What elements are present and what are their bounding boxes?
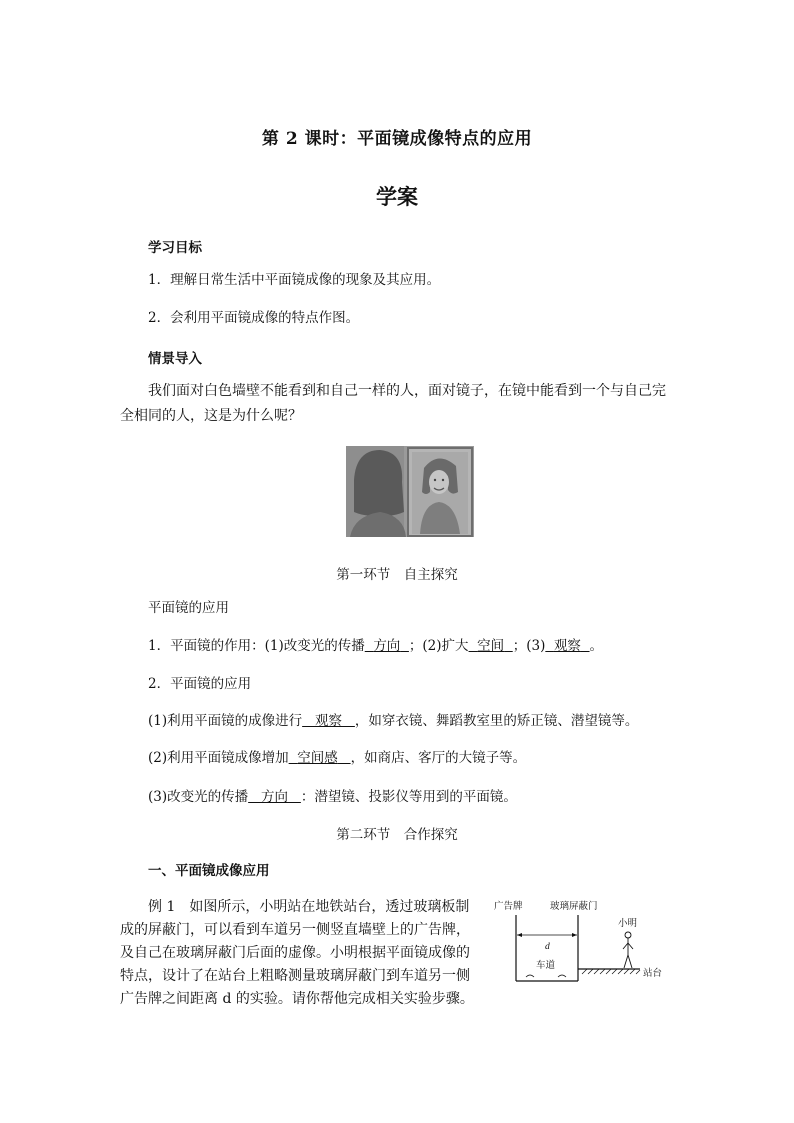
track-mark-left <box>526 975 534 977</box>
q1-mid-1: ；(2)扩大 <box>408 638 469 654</box>
label-screen-door: 玻璃屏蔽门 <box>550 902 598 912</box>
track-mark-right <box>558 975 566 977</box>
section1-heading: 平面镜的应用 <box>148 600 229 616</box>
label-track: 车道 <box>536 961 556 971</box>
person-figure <box>623 932 633 968</box>
mirror-girl-illustration <box>346 446 474 537</box>
q1-answer-2: 空间 <box>477 638 505 654</box>
q1-prefix: 1．平面镜的作用：(1)改变光的传播 <box>148 638 365 654</box>
subway-platform-diagram <box>490 897 668 987</box>
q1-suffix: 。 <box>589 638 604 654</box>
example-1-text: 例 1 如图所示，小明站在地铁站台，透过玻璃板制成的屏蔽门，可以看到车道另一侧竖直墙壁上的广告牌，及自己在玻璃屏蔽门后面的虚像。小明根据平面镜成像的特点，设计了在站台上粗略测量玻璃屏蔽门到车道另一侧广告牌之间距离 d 的实验。请你帮他完成相关实验步骤。 <box>120 899 474 1007</box>
q1-mid-2: ；(3) <box>512 638 546 654</box>
q1-line <box>148 636 603 656</box>
application-item-3: (3)改变光的传播 方向 ：潜望镜、投影仪等用到的平面镜。 <box>148 789 517 805</box>
label-xiaoming: 小明 <box>618 919 638 929</box>
section1-title: 第一环节 自主探究 <box>336 567 458 583</box>
intro-heading: 情景导入 <box>148 351 202 367</box>
application-item-1: (1)利用平面镜的成像进行 观察 ，如穿衣镜、舞蹈教室里的矫正镜、潜望镜等。 <box>148 713 639 729</box>
label-d: d <box>545 942 550 952</box>
page-title: 第 2 课时：平面镜成像特点的应用 <box>261 129 533 149</box>
intro-text: 我们面对白色墙壁不能看到和自己一样的人，面对镜子，在镜中能看到一个与自己完全相同的人，这是为什么呢？ <box>120 383 666 424</box>
goal-item-2: 2．会利用平面镜成像的特点作图。 <box>148 310 360 326</box>
goal-item-1: 1．理解日常生活中平面镜成像的现象及其应用。 <box>148 272 441 288</box>
label-billboard: 广告牌 <box>494 902 523 912</box>
application-item-2: (2)利用平面镜成像增加 空间感 ，如商店、客厅的大镜子等。 <box>148 750 527 766</box>
label-platform: 站台 <box>643 969 663 979</box>
platform-hatching <box>582 969 640 974</box>
section2-heading: 一、平面镜成像应用 <box>148 863 270 879</box>
q1-answer-3: 观察 <box>553 638 581 654</box>
section2-title: 第二环节 合作探究 <box>336 827 458 843</box>
goals-heading: 学习目标 <box>148 240 202 256</box>
q1-answer-1: 方向 <box>373 638 401 654</box>
page-subtitle: 学案 <box>376 184 418 209</box>
q2-heading: 2．平面镜的应用 <box>148 676 252 692</box>
